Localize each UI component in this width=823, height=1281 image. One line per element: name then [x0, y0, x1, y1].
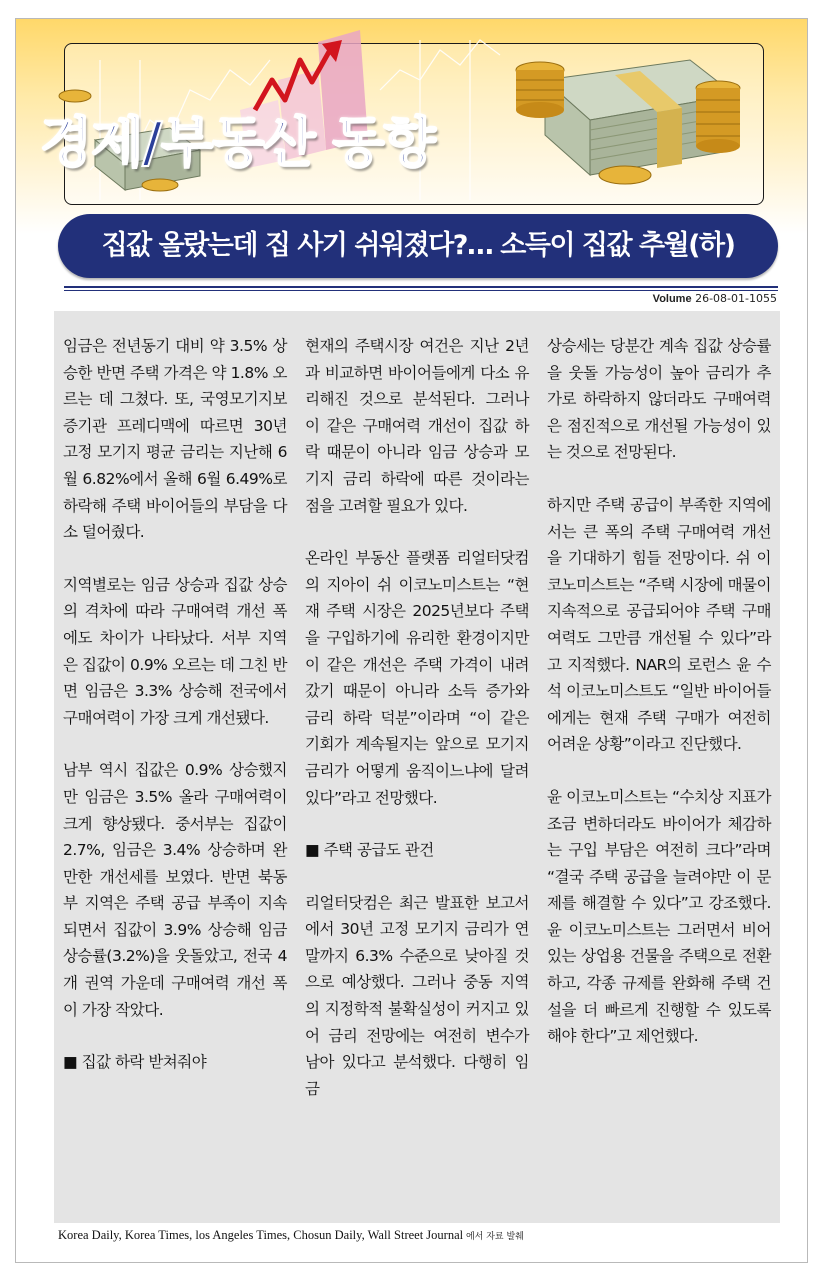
article-subheading: ■ 집값 하락 받쳐줘야 [63, 1053, 207, 1072]
article-paragraph: 현재의 주택시장 여건은 지난 2년과 비교하면 바이어들에게 다소 유리해진 것으로 분석된다. 그러나 이 같은 구매여력 개선이 집값 하락 때문이 아니라 임금 상승과 모기지 금리 하락에 따른 것이라는 점을 고려할 필요가 있다. [305, 337, 529, 515]
source-credit [58, 1228, 524, 1243]
article-paragraph: 남부 역시 집값은 0.9% 상승했지만 임금은 3.5% 올라 구매여력이 크게 향상됐다. 중서부는 집값이 2.7%, 임금은 3.4% 상승하며 완만한 개선세를 보였다. 반면 북동부 지역은 주택 공급 부족이 지속되면서 집값이 3.9% 상승해 임금 상승률(3.2%)을 웃돌았고, 전국 4개 권역 가운데 구매여력 개선 폭이 가장 작았다. [63, 761, 287, 1019]
divider [64, 290, 778, 291]
article-paragraph: 온라인 부동산 플랫폼 리얼터닷컴의 지아이 쉬 이코노미스트는 “현재 주택 시장은 2025년보다 주택을 구입하기에 유리한 환경이지만 이 같은 개선은 주택 가격이 내려갔기 때문이 아니라 소득 증가와 금리 하락 덕분”이라며 “이 같은 기회가 계속될지는 앞으로 모기지 금리가 어떻게 움직이느냐에 달려 있다”라고 전망했다. [305, 549, 529, 807]
article-paragraph: 지역별로는 임금 상승과 집값 상승의 격차에 따라 구매여력 개선 폭에도 차이가 나타났다. 서부 지역은 집값이 0.9% 오르는 데 그친 반면 임금은 3.3% 상승해 전국에서 구매여력이 가장 크게 개선됐다. [63, 575, 287, 727]
article-column-1 [63, 333, 287, 1102]
headline-bar [58, 214, 778, 278]
article-paragraph: 리얼터닷컴은 최근 발표한 보고서에서 30년 고정 모기지 금리가 연말까지 6.3% 수준으로 낮아질 것으로 예상했다. 그러나 중동 지역의 지정학적 불확실성이 커지고 있어 금리 전망에는 여전히 변수가 남아 있다고 분석했다. 다행히 임금 [305, 893, 529, 1098]
article-paragraph: 상승세는 당분간 계속 집값 상승률을 웃돌 가능성이 높아 금리가 추가로 하락하지 않더라도 구매여력은 점진적으로 개선될 가능성이 있는 것으로 전망된다. [547, 337, 771, 462]
volume-info [653, 292, 777, 305]
divider [64, 286, 778, 288]
article-column-3 [547, 333, 771, 1076]
volume-number: 26-08-01-1055 [695, 292, 777, 305]
volume-label: Volume [652, 293, 692, 305]
article-paragraph: 하지만 주택 공급이 부족한 지역에서는 큰 폭의 주택 구매여력 개선을 기대하기 힘들 전망이다. 쉬 이코노미스트는 “주택 시장에 매물이 지속적으로 공급되어야 주택 구매여력도 그만큼 개선될 수 있다”라고 지적했다. NAR의 로런스 윤 수석 이코노미스트도 “일반 바이어들에게는 현재 주택 구매가 여전히 어려운 상황”이라고 진단했다. [547, 495, 771, 754]
source-list: Korea Daily, Korea Times, los Angeles Times, Chosun Daily, Wall Street Journal [58, 1228, 464, 1242]
article-paragraph: 임금은 전년동기 대비 약 3.5% 상승한 반면 주택 가격은 약 1.8% 오르는 데 그쳤다. 또, 국영모기지보증기관 프레디맥에 따르면 30년 고정 모기지 평균 금리는 지난해 6월 6.82%에서 올해 6월 6.49%로 하락해 주택 바이어들의 부담을 다소 덜어줬다. [63, 337, 287, 542]
headline: 집값 올랐는데 집 사기 쉬워졌다?… 소득이 집값 추월(하) [101, 230, 735, 261]
article-paragraph: 윤 이코노미스트는 “수치상 지표가 조금 변하더라도 바이어가 체감하는 구입 부담은 여전히 크다”라며 “결국 주택 공급을 늘려야만 이 문제를 해결할 수 있다”고 강조했다. 윤 이코노미스트는 그러면서 비어 있는 상업용 건물을 주택으로 전환하고, 각종 규제를 완화해 주택 건설을 더 빠르게 진행할 수 있도록 해야 한다”고 제언했다. [547, 787, 771, 1046]
section-title: 경제/부동산 동향 [40, 111, 435, 174]
article-subheading: ■ 주택 공급도 관건 [305, 841, 434, 860]
article-column-2 [305, 333, 529, 1128]
source-suffix: 에서 자료 발췌 [463, 1232, 524, 1242]
